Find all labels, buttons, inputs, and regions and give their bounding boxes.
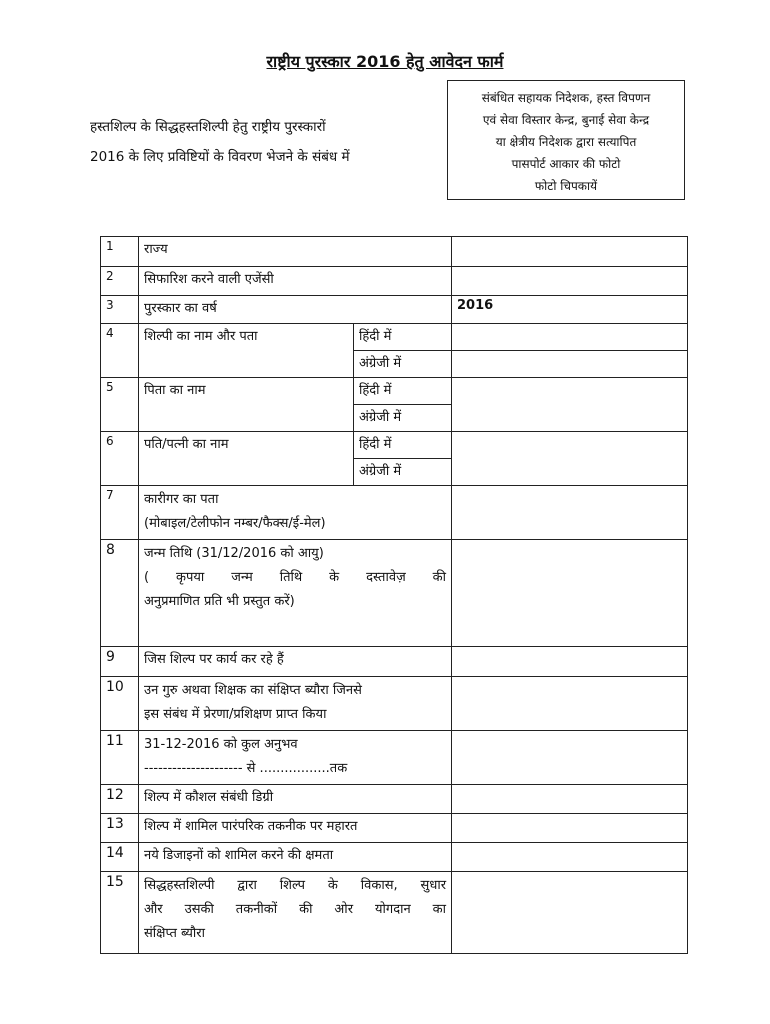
row-number: 4: [101, 324, 139, 378]
field-value-contribution[interactable]: [452, 872, 688, 954]
english-label: अंग्रेजी में: [354, 405, 452, 432]
table-row: [101, 785, 688, 814]
table-row: [101, 872, 688, 954]
field-label-line-1: 31-12-2016 को कुल अनुभव: [144, 737, 298, 752]
field-label-line-3: अनुप्रमाणित प्रति भी प्रस्तुत करें): [144, 594, 295, 609]
field-label-line-2: --------------------- से .................तक: [144, 761, 348, 776]
field-label: शिल्पी का नाम और पता: [139, 324, 354, 378]
field-label-line-2: इस संबंध में प्रेरणा/प्रशिक्षण प्राप्त किया: [144, 707, 327, 722]
table-row: [101, 814, 688, 843]
photo-box-line-3: या क्षेत्रीय निदेशक द्वारा सत्यापित: [495, 135, 637, 149]
table-row: [101, 324, 688, 351]
field-value-award-year[interactable]: 2016: [452, 296, 688, 324]
application-form-table: [100, 236, 688, 954]
table-row: [101, 731, 688, 785]
table-row: [101, 432, 688, 459]
row-number: 15: [101, 872, 139, 954]
row-number: 14: [101, 843, 139, 872]
row-number: 6: [101, 432, 139, 486]
field-label: पति/पत्नी का नाम: [139, 432, 354, 486]
field-label-line-2: ( कृपया जन्म तिथि के दस्तावेज़ की: [144, 570, 447, 585]
field-value-father-name[interactable]: [452, 378, 688, 432]
english-label: अंग्रेजी में: [354, 351, 452, 378]
field-label: सिफारिश करने वाली एजेंसी: [139, 267, 452, 296]
field-value-spouse-name[interactable]: [452, 432, 688, 486]
intro-line-2: 2016 के लिए प्रविष्टियों के विवरण भेजने के संबंध में: [90, 149, 350, 165]
field-label: शिल्प में शामिल पारंपरिक तकनीक पर महारत: [139, 814, 452, 843]
photo-box-line-1: संबंधित सहायक निदेशक, हस्त विपणन: [481, 91, 651, 105]
field-label: [139, 486, 452, 540]
photo-box-line-2: एवं सेवा विस्तार केन्द्र, बुनाई सेवा केन्द्र: [482, 113, 650, 127]
row-number: 10: [101, 677, 139, 731]
field-label: [139, 677, 452, 731]
row-number: 8: [101, 540, 139, 647]
row-number: 7: [101, 486, 139, 540]
table-row: [101, 296, 688, 324]
field-value-total-experience[interactable]: [452, 731, 688, 785]
field-label: [139, 731, 452, 785]
field-value-traditional-technique[interactable]: [452, 814, 688, 843]
field-value-agency[interactable]: [452, 267, 688, 296]
field-value-artisan-name-hindi[interactable]: [452, 324, 688, 351]
row-number: 1: [101, 237, 139, 267]
row-number: 11: [101, 731, 139, 785]
row-number: 5: [101, 378, 139, 432]
field-label: राज्य: [139, 237, 452, 267]
field-label-line-1: सिद्धहस्तशिल्पी द्वारा शिल्प के विकास, सुधार: [144, 878, 447, 893]
field-value-guru-details[interactable]: [452, 677, 688, 731]
row-number: 13: [101, 814, 139, 843]
field-value-craft[interactable]: [452, 647, 688, 677]
row-number: 2: [101, 267, 139, 296]
field-label: [139, 540, 452, 647]
field-label: पुरस्कार का वर्ष: [139, 296, 452, 324]
field-value-artisan-name-english[interactable]: [452, 351, 688, 378]
photo-box-line-4: पासपोर्ट आकार की फोटो: [511, 157, 621, 171]
page-title: राष्ट्रीय पुरस्कार 2016 हेतु आवेदन फार्म: [266, 52, 504, 71]
photo-box-line-5: फोटो चिपकायें: [534, 179, 598, 193]
table-row: [101, 843, 688, 872]
row-number: 9: [101, 647, 139, 677]
field-value-artisan-address[interactable]: [452, 486, 688, 540]
row-number: 3: [101, 296, 139, 324]
table-row: [101, 237, 688, 267]
field-label-line-1: उन गुरु अथवा शिक्षक का संक्षिप्त ब्यौरा जिनसे: [144, 683, 362, 698]
table-row: [101, 647, 688, 677]
field-label: [139, 872, 452, 954]
field-value-state[interactable]: [452, 237, 688, 267]
hindi-label: हिंदी में: [354, 432, 452, 459]
field-label-line-2: (मोबाइल/टेलीफोन नम्बर/फैक्स/ई-मेल): [144, 516, 326, 531]
field-label: शिल्प में कौशल संबंधी डिग्री: [139, 785, 452, 814]
intro-text: [90, 112, 435, 172]
table-row: [101, 378, 688, 405]
field-label: जिस शिल्प पर कार्य कर रहे हैं: [139, 647, 452, 677]
field-value-date-of-birth[interactable]: [452, 540, 688, 647]
intro-line-1: हस्तशिल्प के सिद्धहस्तशिल्पी हेतु राष्ट्रीय पुरस्कारों: [90, 119, 326, 135]
table-row: [101, 486, 688, 540]
field-label-line-1: जन्म तिथि (31/12/2016 को आयु): [144, 546, 324, 561]
field-value-skill-degree[interactable]: [452, 785, 688, 814]
field-label-line-3: संक्षिप्त ब्यौरा: [144, 926, 205, 941]
table-row: [101, 267, 688, 296]
hindi-label: हिंदी में: [354, 378, 452, 405]
english-label: अंग्रेजी में: [354, 459, 452, 486]
table-row: [101, 540, 688, 647]
photo-box[interactable]: [447, 80, 685, 200]
row-number: 12: [101, 785, 139, 814]
field-label-line-1: कारीगर का पता: [144, 492, 219, 507]
field-label: नये डिजाइनों को शामिल करने की क्षमता: [139, 843, 452, 872]
field-label-line-2: और उसकी तकनीकों की ओर योगदान का: [144, 902, 447, 917]
table-row: [101, 677, 688, 731]
field-label: पिता का नाम: [139, 378, 354, 432]
hindi-label: हिंदी में: [354, 324, 452, 351]
field-value-new-design-ability[interactable]: [452, 843, 688, 872]
